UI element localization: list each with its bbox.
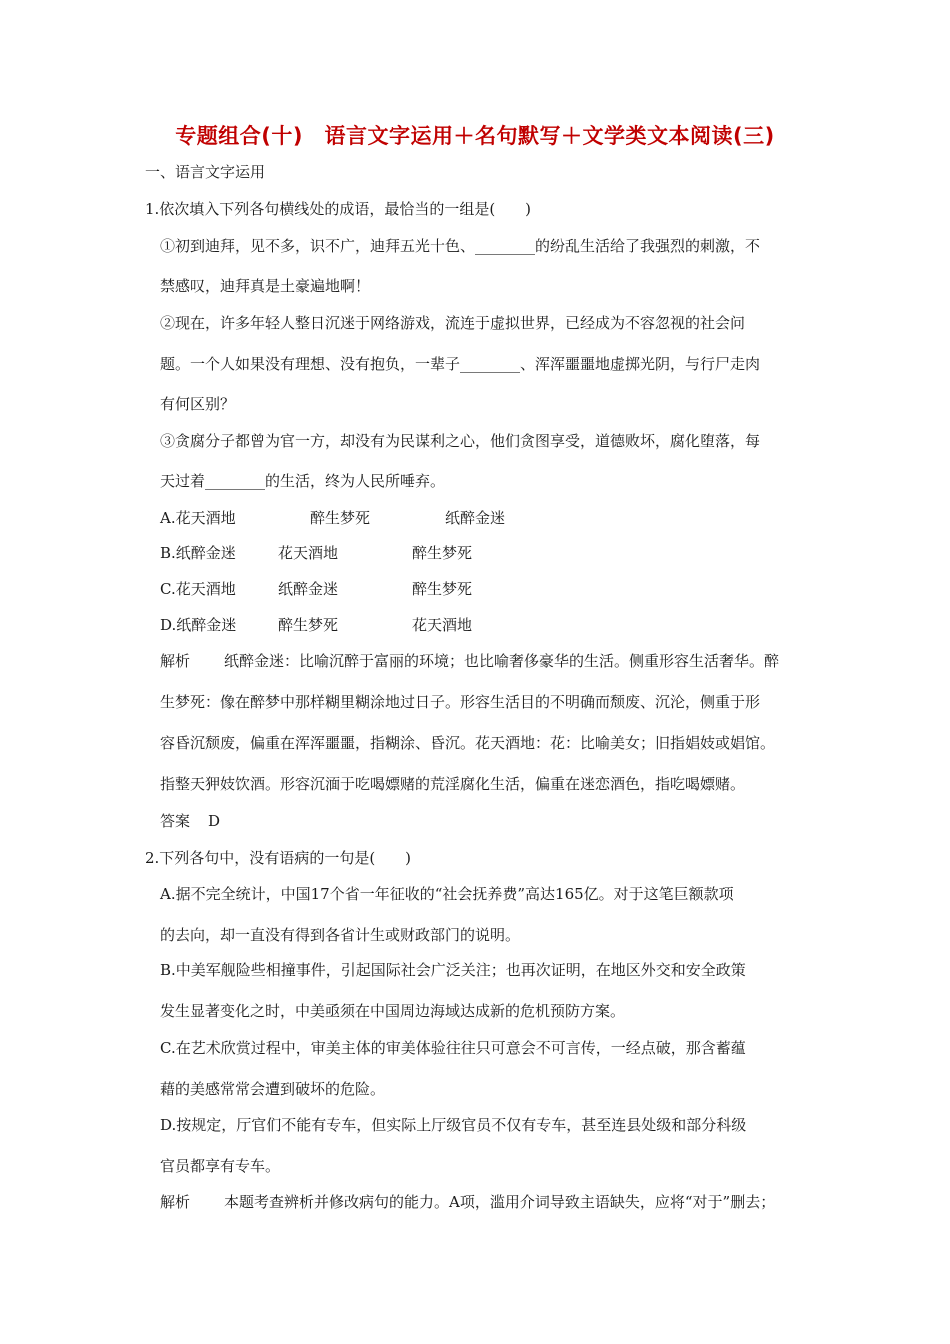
analysis-label: 解析 [160,1193,191,1211]
option-label: C. [160,580,176,598]
section-heading: 一、语言文字运用 [145,163,266,181]
q2-option-b-cont: 发生显著变化之时，中美亟须在中国周边海域达成新的危机预防方案。 [160,1002,626,1020]
option-choice: 醉生梦死 [278,616,339,634]
option-choice: 醉生梦死 [412,544,473,562]
q1-sentence-3: ③贪腐分子都曾为官一方，却没有为民谋利之心，他们贪图享受，道德败坏，腐化堕落，每 [160,432,761,450]
document-title: 专题组合(十) 语言文字运用＋名句默写＋文学类文本阅读(三) [175,124,775,148]
q2-option-c-cont: 藉的美感常常会遭到破坏的危险。 [160,1080,386,1098]
option-choice: 花天酒地 [175,509,236,527]
q2-option-c: C.在艺术欣赏过程中，审美主体的审美体验往往只可意会不可言传，一经点破，那含蓄蕴 [160,1039,746,1057]
q2-option-a: A.据不完全统计，中国17个省一年征收的“社会抚养费”高达165亿。对于这笔巨额款项 [160,885,734,903]
option-label: A. [160,509,176,527]
question-2-stem: 2.下列各句中，没有语病的一句是( ) [145,849,412,867]
q1-sentence-2: ②现在，许多年轻人整日沉迷于网络游戏，流连于虚拟世界，已经成为不容忽视的社会问 [160,314,746,332]
option-choice: 花天酒地 [278,544,339,562]
option-choice: 醉生梦死 [310,509,371,527]
option-choice: 纸醉金迷 [278,580,339,598]
analysis-text: 本题考查辨析并修改病句的能力。A项，滥用介词导致主语缺失，应将“对于”删去； [224,1193,776,1211]
option-label: B. [160,544,176,562]
q1-option-b [160,543,473,563]
q1-sentence-1: ①初到迪拜，见不多，识不广，迪拜五光十色、________的纷乱生活给了我强烈的刺激，不 [160,237,761,255]
q1-sentence-2-end: 有何区别？ [160,395,236,413]
analysis-label: 解析 [160,652,191,670]
option-label: D. [160,616,177,634]
option-choice: 醉生梦死 [412,580,473,598]
q1-sentence-1-cont: 禁感叹，迪拜真是土豪遍地啊！ [160,277,371,295]
q2-option-a-cont: 的去向，却一直没有得到各省计生或财政部门的说明。 [160,926,521,944]
q2-option-d-cont: 官员都享有专车。 [160,1157,281,1175]
q1-answer [160,811,220,831]
q1-option-d [160,615,473,635]
q2-option-d: D.按规定，厅官们不能有专车，但实际上厅级官员不仅有专车，甚至连县处级和部分科级 [160,1116,747,1134]
answer-label: 答案 [160,812,191,830]
answer-value: D [208,812,221,830]
option-choice: 花天酒地 [412,616,473,634]
q2-analysis [160,1192,775,1212]
option-choice: 纸醉金迷 [175,544,236,562]
q1-analysis-line-3: 容昏沉颓废，偏重在浑浑噩噩，指糊涂、昏沉。花天酒地：花：比喻美女；旧指娼妓或娼馆。 [160,734,776,752]
q1-option-c [160,579,473,599]
question-1-stem: 1.依次填入下列各句横线处的成语，最恰当的一组是( ) [145,200,532,218]
q2-option-b: B.中美军舰险些相撞事件，引起国际社会广泛关注；也再次证明，在地区外交和安全政策 [160,961,746,979]
q1-option-a [160,508,506,528]
analysis-text: 纸醉金迷：比喻沉醉于富丽的环境；也比喻奢侈豪华的生活。侧重形容生活奢华。醉 [224,652,780,670]
option-choice: 纸醉金迷 [176,616,237,634]
q1-analysis-line-2: 生梦死：像在醉梦中那样糊里糊涂地过日子。形容生活目的不明确而颓废、沉沦，侧重于形 [160,693,761,711]
q1-sentence-2-cont: 题。一个人如果没有理想、没有抱负，一辈子________、浑浑噩噩地虚掷光阴，与行尸走肉 [160,355,761,373]
option-choice: 花天酒地 [175,580,236,598]
option-choice: 纸醉金迷 [445,509,506,527]
q1-analysis-line-4: 指整天狎妓饮酒。形容沉湎于吃喝嫖赌的荒淫腐化生活，偏重在迷恋酒色，指吃喝嫖赌。 [160,775,746,793]
q1-sentence-3-cont: 天过着________的生活，终为人民所唾弃。 [160,472,446,490]
q1-analysis [160,651,779,671]
